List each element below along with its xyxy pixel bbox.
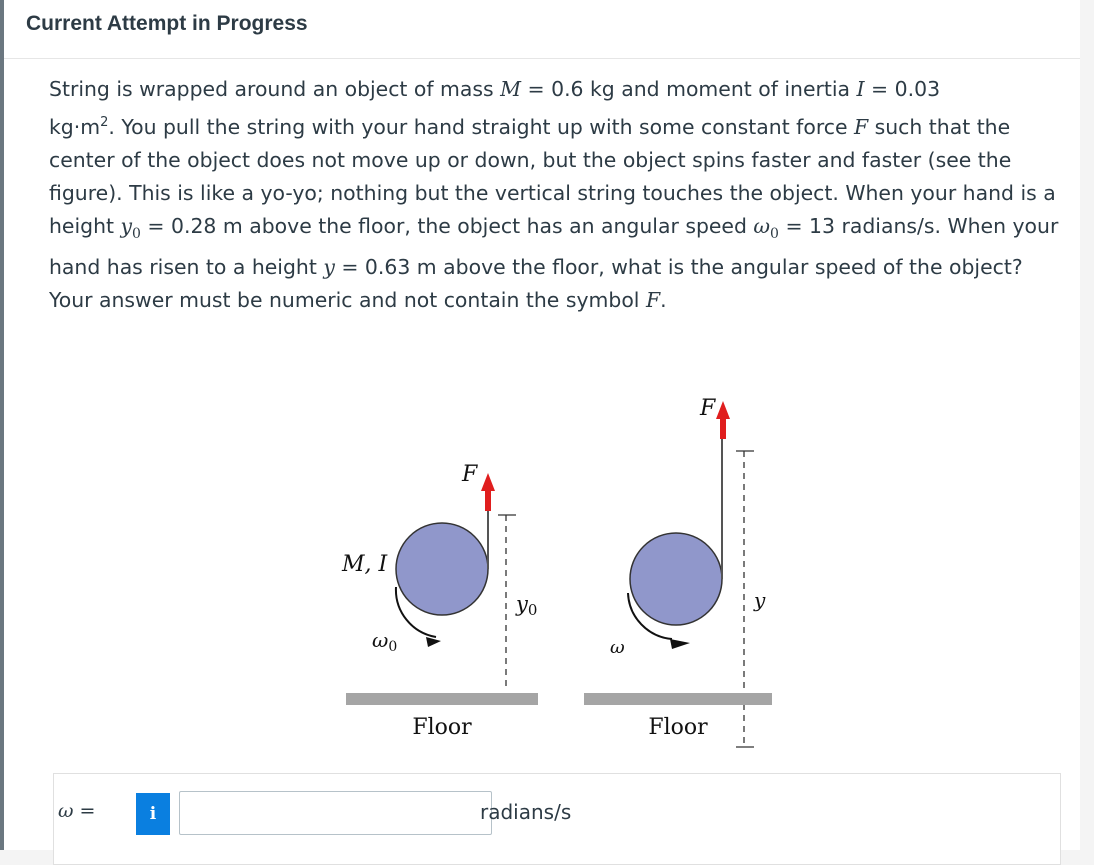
right-scenario — [584, 396, 772, 747]
answer-input[interactable] — [179, 791, 492, 835]
right-floor — [584, 693, 772, 705]
right-height-label: y — [754, 588, 766, 612]
left-force-arrow — [481, 473, 495, 511]
left-height-label: y0 — [516, 592, 538, 619]
left-rotation-arrowhead — [426, 637, 441, 647]
right-omega-label: ω — [610, 637, 625, 658]
units-label-container — [480, 795, 572, 835]
left-floor-label: Floor — [412, 715, 472, 740]
right-force-label: F — [700, 396, 716, 421]
attempt-title: Current Attempt in Progress — [26, 12, 308, 35]
left-scenario — [341, 462, 538, 740]
yo-yo-figure — [334, 339, 794, 759]
right-force-arrow — [716, 401, 730, 439]
right-disk — [630, 533, 722, 625]
attempt-header — [4, 0, 1080, 59]
left-disk — [396, 523, 488, 615]
right-rotation-arrowhead — [670, 639, 690, 649]
left-floor — [346, 693, 538, 705]
question-panel — [4, 59, 1080, 850]
right-floor-label: Floor — [648, 715, 708, 740]
left-omega-label: $\omega_0$ — [372, 628, 398, 655]
info-button[interactable]: i — [136, 793, 170, 835]
answer-symbol: ω = — [58, 800, 96, 822]
left-mass-label: M, I — [342, 552, 388, 577]
units-label: radians/s — [480, 800, 572, 824]
question-text: String is wrapped around an object of mass M = 0.6 kg and moment of inertia I = 0.03 $kg\cdot m^2$. You pull the string with your hand straight up with some constant force F such that the center of the object does not move up or down, but the object spins faster and faster (see the figure). This is like a yo-yo; nothing but the vertical string touches the object. When your hand is a height $y_0 = 0.28$ m above the floor, the object has an angular speed $\omega_0 = 13$ radians/s. When your hand has risen to a height y = 0.63 m above the floor, what is the angular speed of the object? Your answer must be numeric and not contain the symbol F. — [49, 77, 1059, 312]
left-force-label: F — [462, 462, 478, 487]
